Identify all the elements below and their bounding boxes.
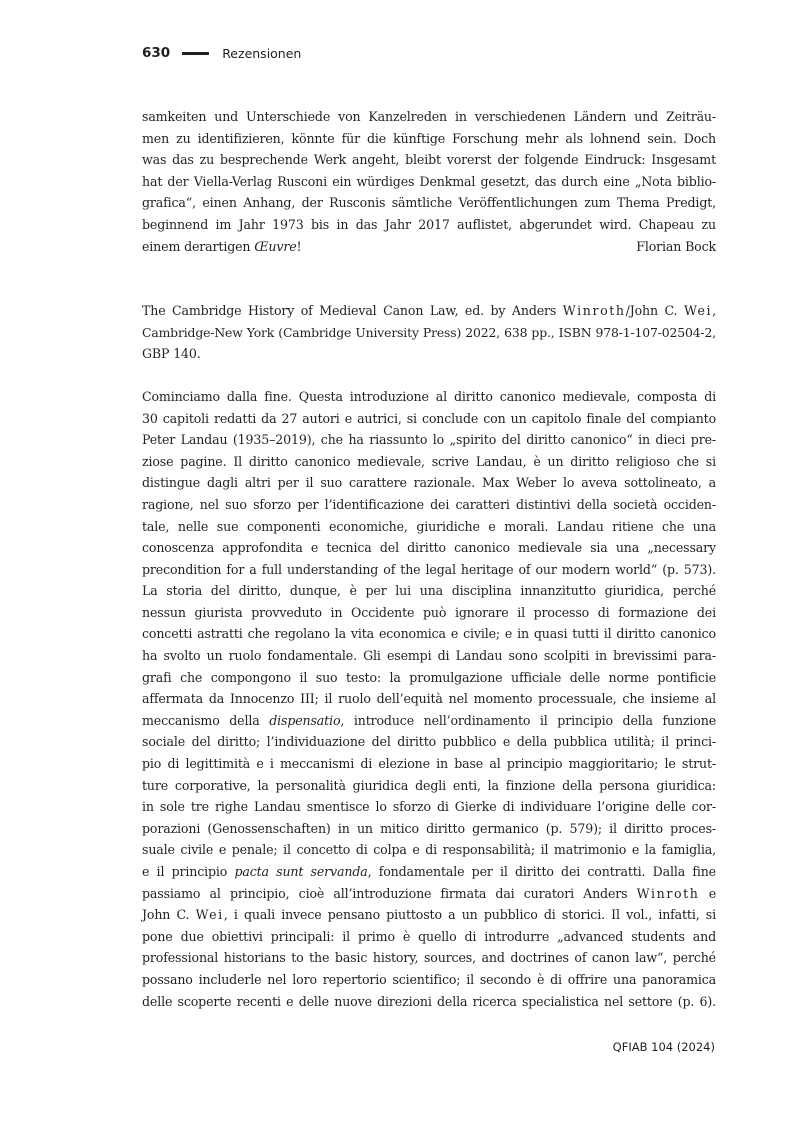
closing-text: einem derartigen Œuvre! bbox=[142, 238, 302, 254]
text-line: was das zu besprechende Werk angeht, bleibt vorerst der folgende Eindruck: Insgesamt bbox=[142, 152, 716, 168]
review-1-closing-line bbox=[142, 236, 716, 258]
citation-line: The Cambridge History of Medieval Canon Law, ed. by Anders Winroth/John C. Wei, bbox=[142, 303, 716, 319]
text-line: 30 capitoli redatti da 27 autori e autrici, si conclude con un capitolo finale del compianto bbox=[142, 410, 716, 426]
dispensatio-italic: dispensatio bbox=[269, 712, 341, 728]
text-line: concetti astratti che regolano la vita economica e civile; e in quasi tutti il diritto canonico bbox=[142, 626, 716, 642]
text-line: affermata da Innocenzo III; il ruolo dell’equità nel momento processuale, che insieme al bbox=[142, 691, 716, 707]
review-1-text bbox=[142, 106, 716, 257]
pacta-italic: pacta sunt servanda bbox=[234, 864, 368, 879]
text-line: precondition for a full understanding of the legal heritage of our modern world“ (p. 573). bbox=[142, 561, 716, 577]
running-header bbox=[142, 44, 301, 62]
text-line: beginnend im Jahr 1973 bis in das Jahr 2017 auflistet, abgerundet wird. Chapeau zu bbox=[142, 216, 716, 232]
text-line: nessun giurista provveduto in Occidente può ignorare il processo di formazione dei bbox=[142, 604, 716, 620]
text-line: in sole tre righe Landau smentisce lo sforzo di Gierke di individuare l’origine delle cor- bbox=[142, 799, 716, 815]
text-line: sociale del diritto; l’individuazione del diritto pubblico e della pubblica utilità; il princi- bbox=[142, 734, 716, 750]
text-line: grafica“, einen Anhang, der Rusconis sämtliche Veröffentlichungen zum Thema Predigt, bbox=[142, 195, 716, 211]
text-line: delle scoperte recenti e delle nuove direzioni della ricerca specialistica nel settore (p. 6). bbox=[142, 993, 716, 1009]
editor-surname: Wei bbox=[683, 303, 713, 319]
editor-surname: Wei bbox=[195, 907, 224, 923]
text-line: ha svolto un ruolo fondamentale. Gli esempi di Landau sono scolpiti in brevissimi para- bbox=[142, 648, 716, 664]
editor-surname: Winroth bbox=[636, 885, 700, 901]
text-line: grafi che compongono il suo testo: la promulgazione ufficiale delle norme pontificie bbox=[142, 669, 716, 685]
citation-line: Cambridge-New York (Cambridge University Press) 2022, 638 pp., ISBN 978-1-107-02504-2, bbox=[142, 324, 716, 340]
editor-surname: Winroth bbox=[562, 303, 626, 319]
text-line: conoscenza approfondita e tecnica del diritto canonico medievale sia una „necessary bbox=[142, 540, 716, 556]
text-line: La storia del diritto, dunque, è per lui una disciplina innanzitutto giuridica, perché bbox=[142, 583, 716, 599]
text-line: hat der Viella-Verlag Rusconi ein würdiges Denkmal gesetzt, das durch eine „Nota biblio- bbox=[142, 173, 716, 189]
text-line: ture corporative, la personalità giuridica degli enti, la finzione della persona giuridica: bbox=[142, 777, 716, 793]
text-line: suale civile e penale; il concetto di colpa e di responsabilità; il matrimonio e la famiglia, bbox=[142, 842, 716, 858]
text-line: tale, nelle sue componenti economiche, giuridiche e morali. Landau ritiene che una bbox=[142, 518, 716, 534]
text-line: ziose pagine. Il diritto canonico medievale, scrive Landau, è un diritto religioso che si bbox=[142, 453, 716, 469]
text-line: pone due obiettivi principali: il primo è quello di introdurre „advanced students and bbox=[142, 928, 716, 944]
section-name: Rezensionen bbox=[222, 45, 302, 61]
text-line: porazioni (Genossenschaften) in un mitico diritto germanico (p. 579); il diritto proces- bbox=[142, 820, 716, 836]
oeuvre-italic: Œuvre bbox=[254, 238, 297, 254]
text-line: e il principio pacta sunt servanda, fondamentale per il diritto dei contratti. Dalla fine bbox=[142, 864, 716, 879]
text-line: Peter Landau (1935–2019), che ha riassunto lo „spirito del diritto canonico“ in dieci pre- bbox=[142, 432, 716, 448]
page-body bbox=[142, 106, 716, 1012]
book-citation bbox=[142, 300, 716, 365]
header-rule bbox=[182, 52, 209, 55]
text-line: samkeiten und Unterschiede von Kanzelreden in verschiedenen Ländern und Zeiträu- bbox=[142, 109, 716, 124]
text-line: men zu identifizieren, könnte für die künftige Forschung mehr als lohnend sein. Doch bbox=[142, 130, 716, 146]
text-line: pio di legittimità e i meccanismi di elezione in base al principio maggioritario; le strut- bbox=[142, 756, 716, 772]
text-line: possano includerle nel loro repertorio scientifico; il secondo è di offrire una panoramica bbox=[142, 971, 716, 987]
text-line: Cominciamo dalla fine. Questa introduzione al diritto canonico medievale, composta di bbox=[142, 388, 716, 404]
citation-line: GBP 140. bbox=[142, 346, 201, 362]
review-2-text bbox=[142, 386, 716, 1012]
page-number: 630 bbox=[142, 45, 171, 61]
text-line: ragione, nel suo sforzo per l’identificazione dei caratteri distintivi della società occiden- bbox=[142, 496, 716, 512]
reviewer-name: Florian Bock bbox=[636, 238, 716, 254]
journal-footer: QFIAB 104 (2024) bbox=[612, 1040, 715, 1054]
text-line: meccanismo della dispensatio, introduce nell’ordinamento il principio della funzione bbox=[142, 712, 716, 728]
text-line: John C. Wei, i quali invece pensano piuttosto a un pubblico di storici. Il vol., infatti, si bbox=[142, 907, 716, 923]
text-line: distingue dagli altri per il suo carattere razionale. Max Weber lo aveva sottolineato, a bbox=[142, 475, 716, 491]
text-line: professional historians to the basic history, sources, and doctrines of canon law“, perché bbox=[142, 950, 716, 966]
text-line: passiamo al principio, cioè all’introduzione firmata dai curatori Anders Winroth e bbox=[142, 885, 717, 901]
